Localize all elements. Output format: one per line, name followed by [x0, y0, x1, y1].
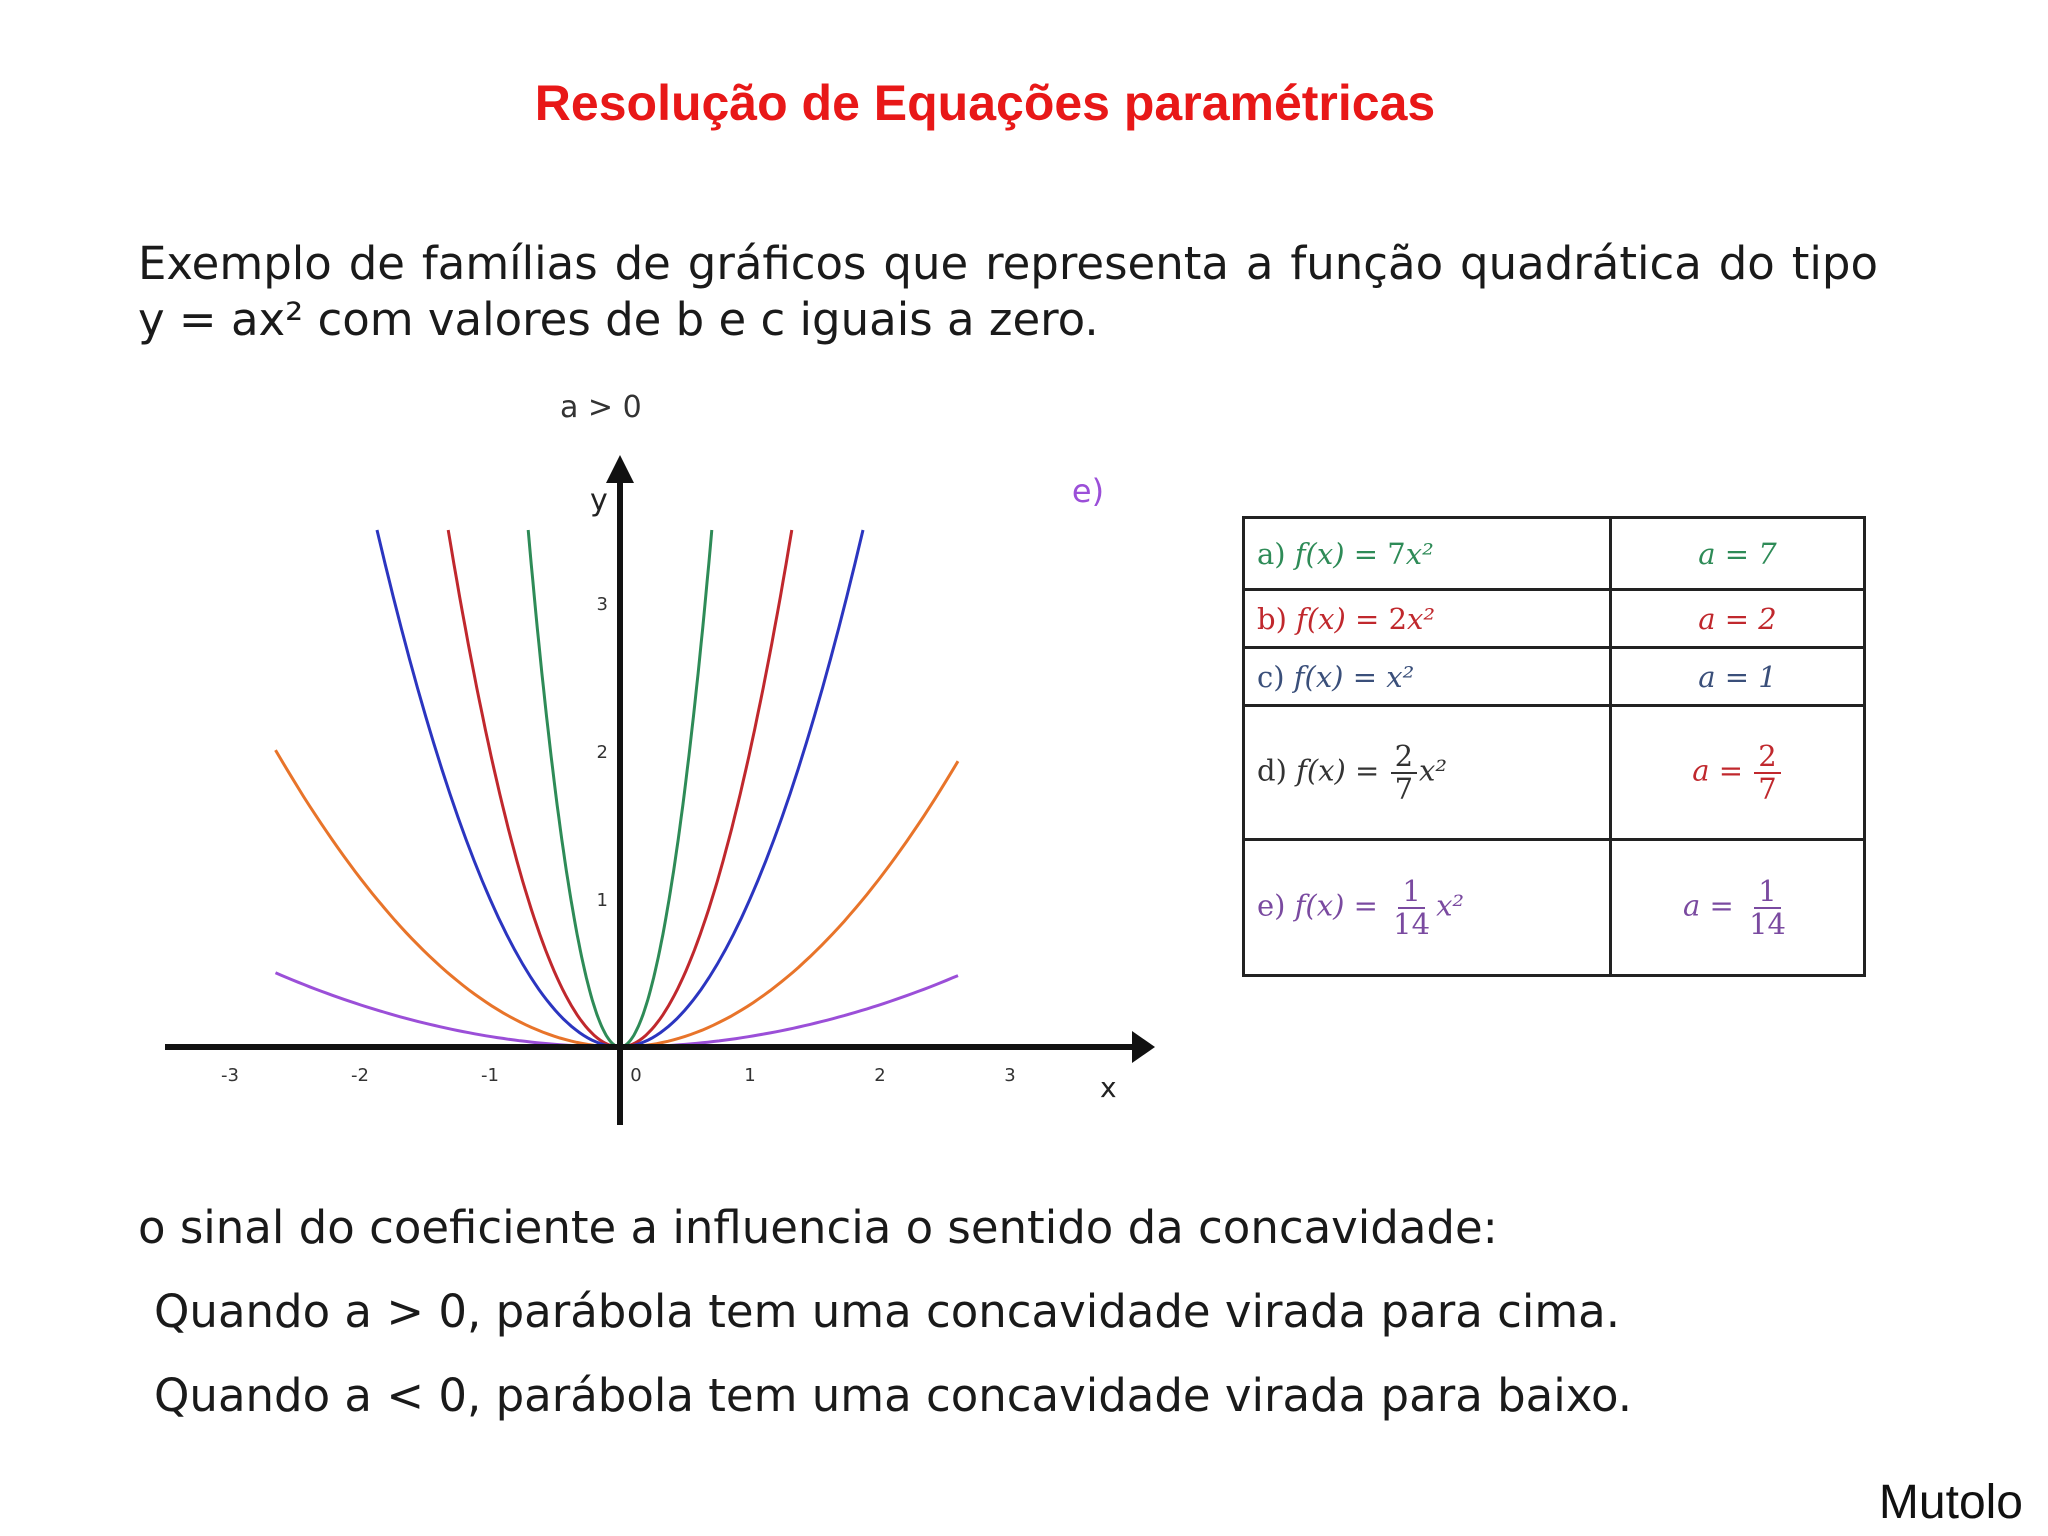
function-letter: c): [1257, 659, 1285, 694]
curves-group: [276, 530, 959, 1047]
a-value-cell: [1611, 706, 1865, 840]
function-letter: a): [1257, 536, 1286, 571]
function-fx: f(x) =: [1296, 753, 1380, 788]
table-row: [1244, 840, 1865, 976]
a-value-label: a = 1: [1698, 659, 1777, 694]
a-value-label: a =: [1683, 888, 1734, 923]
y-axis-label: y: [590, 483, 608, 518]
fraction-denominator: 7: [1394, 771, 1414, 806]
x-axis-arrow: [1132, 1031, 1155, 1063]
x-tick-label: 0: [630, 1065, 642, 1086]
table-row: [1244, 706, 1865, 840]
a-value-label: a = 2: [1698, 601, 1777, 636]
function-cell: [1244, 648, 1611, 706]
function-letter: b): [1257, 601, 1287, 636]
coefficient-fraction: [1389, 876, 1434, 939]
function-fx: f(x) =: [1296, 601, 1380, 636]
notes-line-1: o sinal do coeficiente a influencia o sentido da concavidade:: [138, 1201, 1498, 1254]
function-cell: [1244, 518, 1611, 590]
table-row: [1244, 590, 1865, 648]
table-row: [1244, 648, 1865, 706]
notes-line-2: Quando a > 0, parábola tem uma concavidade virada para cima.: [154, 1285, 1621, 1338]
series-line: [276, 973, 959, 1047]
function-fx: f(x) =: [1293, 659, 1378, 694]
function-cell: [1244, 590, 1611, 648]
x-axis-label: x: [1100, 1071, 1117, 1104]
table-row: [1244, 518, 1865, 590]
page-title: Resolução de Equações paramétricas: [534, 75, 1436, 131]
fraction-numerator: 2: [1391, 741, 1417, 773]
fraction-numerator: 1: [1754, 876, 1780, 908]
y-tick-label: 3: [596, 594, 608, 615]
function-fx: f(x) =: [1294, 888, 1378, 923]
fraction-denominator: 14: [1393, 906, 1431, 941]
a-value-fraction: [1754, 741, 1780, 804]
intro-text: Exemplo de famílias de gráficos que representa a função quadrática do tipo y = ax² com valores de b e c iguais a zero.: [138, 237, 1878, 346]
graph-label: a > 0: [560, 390, 642, 425]
series-labels-group: [686, 375, 1104, 510]
a-value-fraction: [1745, 876, 1790, 939]
series-line: [276, 750, 959, 1047]
a-value-cell: [1611, 518, 1865, 590]
a-value-cell: [1611, 648, 1865, 706]
fraction-numerator: 2: [1754, 741, 1780, 773]
a-value-cell: [1611, 840, 1865, 976]
a-value-label: a =: [1692, 753, 1744, 788]
function-x-squared: x²: [1436, 888, 1465, 923]
y-axis-arrow: [606, 455, 634, 483]
a-value-label: a = 7: [1698, 536, 1777, 571]
y-tick-label: 2: [596, 742, 608, 763]
x-tick-label: -1: [481, 1065, 499, 1086]
function-x-squared: x²: [1407, 601, 1435, 636]
function-x-squared: x²: [1386, 659, 1415, 694]
y-tick-label: 1: [596, 890, 608, 911]
function-coefficient: 2: [1388, 601, 1408, 636]
function-letter: e): [1257, 888, 1286, 923]
parabola-graph: [150, 375, 1160, 1140]
function-fx: f(x) =: [1294, 536, 1379, 571]
notes-line-3: Quando a < 0, parábola tem uma concavidade virada para baixo.: [154, 1369, 1633, 1422]
author-name: Mutolo: [1878, 1476, 2023, 1529]
function-x-squared: x²: [1405, 536, 1434, 571]
fraction-denominator: 7: [1758, 771, 1777, 806]
fraction-numerator: 1: [1398, 876, 1424, 908]
series-label: e): [1071, 472, 1105, 510]
x-tick-label: 3: [1004, 1065, 1016, 1086]
fraction-denominator: 14: [1749, 906, 1786, 941]
function-cell: [1244, 840, 1611, 976]
x-tick-label: -2: [351, 1065, 369, 1086]
coefficient-fraction: [1391, 741, 1417, 804]
function-letter: d): [1257, 753, 1287, 788]
axes-group: [165, 455, 1155, 1125]
notes: [138, 1198, 1632, 1450]
function-table: [1242, 516, 1866, 977]
x-tick-label: -3: [221, 1065, 239, 1086]
x-tick-label: 2: [874, 1065, 886, 1086]
x-tick-label: 1: [744, 1065, 756, 1086]
function-cell: [1244, 706, 1611, 840]
function-x-squared: x²: [1419, 753, 1447, 788]
function-coefficient: 7: [1387, 536, 1406, 571]
a-value-cell: [1611, 590, 1865, 648]
